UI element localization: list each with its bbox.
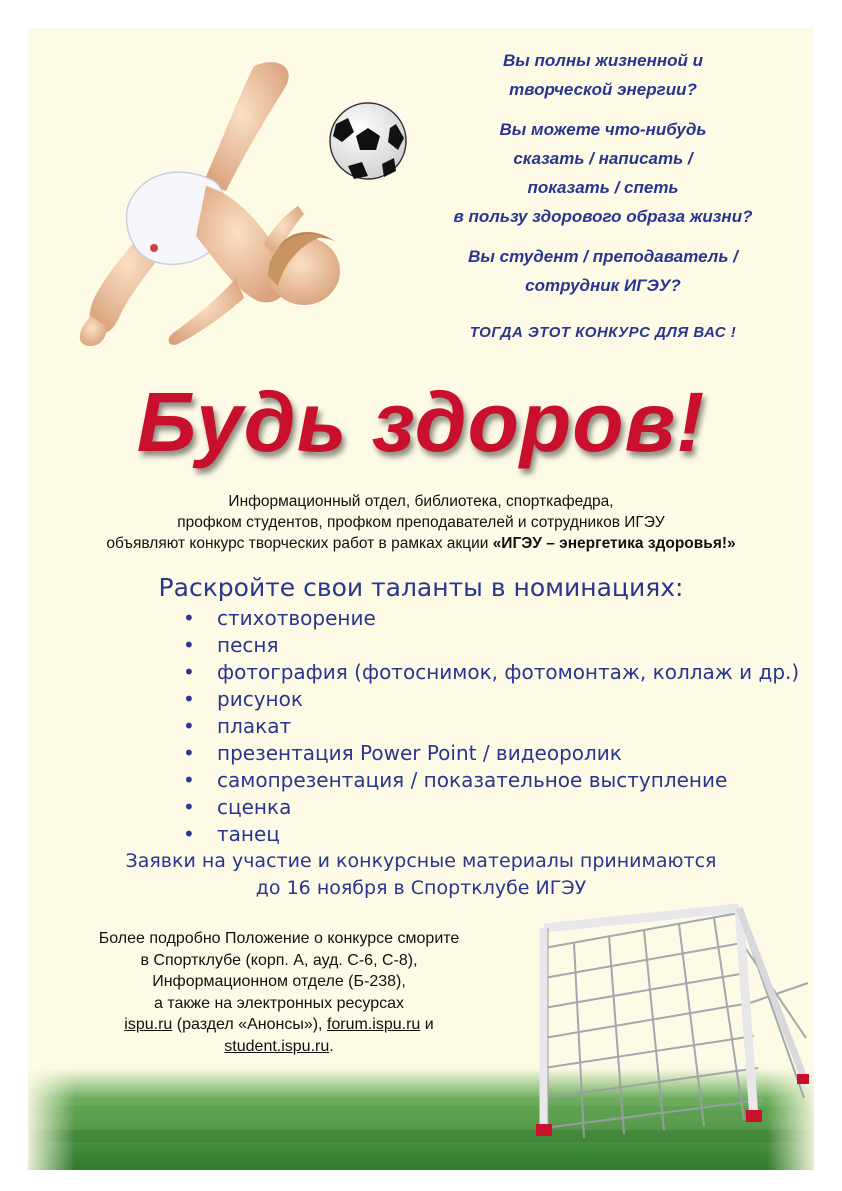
call-to-action: ТОГДА ЭТОТ КОНКУРС ДЛЯ ВАС ! <box>469 324 737 341</box>
details-links-line <box>58 1014 500 1036</box>
list-item <box>183 632 799 659</box>
question-1-line-2: творческой энергии? <box>509 80 697 99</box>
question-1-line-1: Вы полны жизненной и <box>502 51 704 70</box>
nomination-label: рисунок <box>217 687 303 711</box>
nomination-label: плакат <box>217 714 292 738</box>
questions-block <box>428 46 778 358</box>
details-block <box>58 928 500 1057</box>
deadline-line-1: Заявки на участие и конкурсные материалы принимаются <box>125 850 717 872</box>
details-student-line <box>58 1036 500 1058</box>
intro-line-1: Информационный отдел, библиотека, спорткафедра, <box>228 493 614 510</box>
forum-link[interactable]: forum.ispu.ru <box>326 1016 421 1033</box>
question-2-line-1: Вы можете что-нибудь <box>499 120 707 139</box>
bullet-icon: • <box>183 795 195 819</box>
nomination-label: презентация Power Point / видеоролик <box>217 741 622 765</box>
intro-line-2: профком студентов, профком преподавателей и сотрудников ИГЭУ <box>177 514 665 531</box>
intro-line-3-prefix: объявляют конкурс творческих работ в рамках акции <box>106 535 493 552</box>
nomination-label: самопрезентация / показательное выступление <box>217 768 728 792</box>
link1-suffix: (раздел «Анонсы»), <box>172 1016 327 1033</box>
campaign-name: «ИГЭУ – энергетика здоровья!» <box>492 535 736 552</box>
deadline-line-2: до 16 ноября в Спортклубе ИГЭУ <box>255 877 587 899</box>
bullet-icon: • <box>183 633 195 657</box>
list-item <box>183 659 799 686</box>
poster <box>28 28 814 1170</box>
question-2-line-4: в пользу здорового образа жизни? <box>453 207 753 226</box>
intro-line-3 <box>28 533 814 554</box>
question-2-line-2: сказать / написать / <box>513 149 693 168</box>
ispu-link[interactable]: ispu.ru <box>124 1016 173 1033</box>
intro-text <box>28 491 814 554</box>
nominations-title: Раскройте свои таланты в номинациях: <box>158 573 684 602</box>
baby-kicking-ball-illustration <box>46 46 426 366</box>
nomination-label: танец <box>217 822 280 846</box>
list-item <box>183 740 799 767</box>
nomination-label: фотография (фотоснимок, фотомонтаж, коллаж и др.) <box>217 660 800 684</box>
nomination-label: стихотворение <box>217 606 376 630</box>
bullet-icon: • <box>183 687 195 711</box>
question-2-line-3: показать / спеть <box>527 178 679 197</box>
bullet-icon: • <box>183 660 195 684</box>
bullet-icon: • <box>183 606 195 630</box>
nomination-label: песня <box>217 633 279 657</box>
student-link[interactable]: student.ispu.ru <box>224 1037 330 1055</box>
list-item <box>183 821 799 848</box>
bullet-icon: • <box>183 714 195 738</box>
soccer-goal-illustration <box>514 888 814 1158</box>
list-item <box>183 794 799 821</box>
question-3-line-1: Вы студент / преподаватель / <box>468 247 738 266</box>
details-line-3: Информационном отделе (Б-238), <box>152 973 406 990</box>
nomination-label: сценка <box>217 795 292 819</box>
bullet-icon: • <box>183 822 195 846</box>
link3-suffix: . <box>329 1037 334 1055</box>
question-3-line-2: сотрудник ИГЭУ? <box>525 276 681 295</box>
list-item <box>183 605 799 632</box>
headline-title: Будь здоров! <box>136 375 706 469</box>
list-item <box>183 713 799 740</box>
details-line-2: в Спортклубе (корп. А, ауд. С-6, С-8), <box>140 951 418 969</box>
nominations-list <box>183 605 799 848</box>
list-item <box>183 767 799 794</box>
bullet-icon: • <box>183 741 195 765</box>
details-line-1: Более подробно Положение о конкурсе сморите <box>98 930 460 947</box>
list-item <box>183 686 799 713</box>
bullet-icon: • <box>183 768 195 792</box>
details-line-4: а также на электронных ресурсах <box>154 994 404 1012</box>
link2-suffix: и <box>420 1016 434 1033</box>
